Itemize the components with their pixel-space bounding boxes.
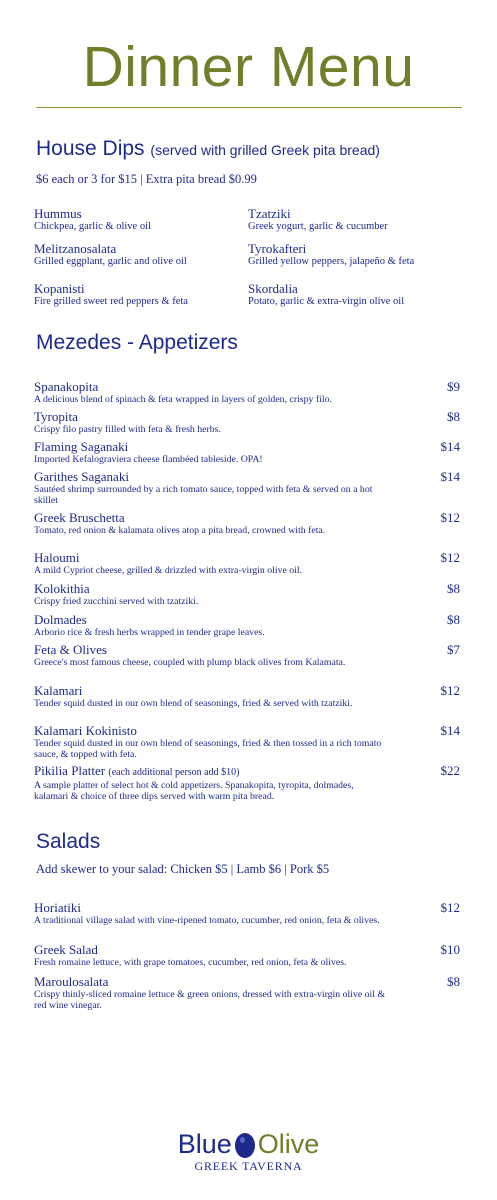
dip-desc: Chickpea, garlic & olive oil	[34, 221, 151, 232]
menu-item	[34, 510, 464, 536]
menu-item	[34, 942, 464, 968]
item-desc: A traditional village salad with vine-ripened tomato, cucumber, red onion, feta & olives.	[34, 915, 380, 926]
logo-word-blue: Blue	[177, 1129, 232, 1159]
item-name: Garithes Saganaki	[34, 469, 129, 484]
item-price: $10	[440, 942, 460, 957]
logo	[0, 1127, 497, 1174]
menu-item	[34, 550, 464, 576]
menu-item	[34, 974, 464, 1011]
item-desc: Greece's most famous cheese, coupled with plump black olives from Kalamata.	[34, 657, 346, 668]
item-name: Dolmades	[34, 612, 87, 627]
item-price: $22	[440, 763, 460, 778]
item-price: $9	[447, 379, 460, 394]
dip-item	[248, 281, 458, 308]
dip-name: Kopanisti	[34, 281, 85, 296]
dip-item	[34, 206, 244, 233]
menu-item	[34, 763, 464, 802]
dip-desc: Grilled eggplant, garlic and olive oil	[34, 256, 187, 267]
dip-name: Tzatziki	[248, 206, 291, 221]
menu-item	[34, 439, 464, 465]
item-name: Kalamari	[34, 683, 83, 698]
item-price: $8	[447, 612, 460, 627]
item-desc: Crispy thinly-sliced romaine lettuce & green onions, dressed with extra-virgin olive oil & red wine vinegar.	[34, 989, 386, 1011]
item-desc: Sautéed shrimp surrounded by a rich tomato sauce, topped with feta & served on a hot skillet	[34, 484, 373, 506]
menu-item	[34, 409, 464, 435]
item-desc: Tender squid dusted in our own blend of seasonings, fried & served with tzatziki.	[34, 698, 353, 709]
item-price: $14	[440, 439, 460, 454]
item-name-row	[34, 763, 464, 780]
dip-desc: Greek yogurt, garlic & cucumber	[248, 221, 388, 232]
dip-item	[34, 241, 244, 268]
item-price: $12	[440, 510, 460, 525]
item-desc: Crispy filo pastry filled with feta & fresh herbs.	[34, 424, 221, 435]
item-name: Kalamari Kokinisto	[34, 723, 137, 738]
item-price: $8	[447, 409, 460, 424]
menu-item	[34, 723, 464, 760]
dip-desc: Potato, garlic & extra-virgin olive oil	[248, 296, 405, 307]
item-price: $12	[440, 550, 460, 565]
salads-heading: Salads	[36, 830, 101, 853]
item-desc: Tomato, red onion & kalamata olives atop a pita bread, crowned with feta.	[34, 525, 326, 536]
menu-title: Dinner Menu	[82, 35, 415, 99]
item-price: $12	[440, 683, 460, 698]
item-price: $8	[447, 581, 460, 596]
dip-name: Melitzanosalata	[34, 241, 117, 256]
menu-item	[34, 469, 464, 506]
item-desc: A mild Cypriot cheese, grilled & drizzled with extra-virgin olive oil.	[34, 565, 303, 576]
item-name: Kolokithia	[34, 581, 90, 596]
logo-word-olive: Olive	[257, 1129, 320, 1159]
logo-wordmark	[178, 1127, 320, 1161]
item-desc: Arborio rice & fresh herbs wrapped in tender grape leaves.	[34, 627, 265, 638]
item-name: Horiatiki	[34, 900, 81, 915]
title-divider	[36, 107, 462, 108]
item-desc: Fresh romaine lettuce, with grape tomatoes, cucumber, red onion, feta & olives.	[34, 957, 347, 968]
menu-item	[34, 581, 464, 607]
dip-name: Hummus	[34, 206, 82, 221]
item-price: $7	[447, 642, 460, 657]
house-dips-subtitle: (served with grilled Greek pita bread)	[150, 142, 380, 158]
dip-item	[248, 241, 458, 268]
item-price: $8	[447, 974, 460, 989]
item-name: Maroulosalata	[34, 974, 109, 989]
salad-skewer-note: Add skewer to your salad: Chicken $5 | Lamb $6 | Pork $5	[36, 862, 330, 876]
item-name: Greek Salad	[34, 942, 98, 957]
house-dips-title: House Dips	[36, 137, 145, 160]
menu-item	[34, 612, 464, 638]
item-name: Tyropita	[34, 409, 78, 424]
item-price: $14	[440, 723, 460, 738]
item-name: Flaming Saganaki	[34, 439, 129, 454]
mezedes-heading: Mezedes - Appetizers	[36, 331, 238, 354]
dip-name: Skordalia	[248, 281, 298, 296]
item-name: Feta & Olives	[34, 642, 107, 657]
menu-item	[34, 642, 464, 668]
menu-item	[34, 683, 464, 709]
item-desc: A sample platter of select hot & cold appetizers. Spanakopita, tyropita, dolmades, kalamari & choice of three dips served with warm pita bread.	[34, 780, 354, 802]
item-desc: Crispy fried zucchini served with tzatziki.	[34, 596, 199, 607]
item-name: Haloumi	[34, 550, 80, 565]
dip-name: Tyrokafteri	[248, 241, 307, 256]
item-name: Spanakopita	[34, 379, 99, 394]
logo-subtitle: GREEK TAVERNA	[194, 1159, 303, 1173]
item-desc: Imported Kefalograviera cheese flambéed tableside. OPA!	[34, 454, 263, 465]
item-name: Pikilia Platter	[34, 763, 106, 778]
item-desc: Tender squid dusted in our own blend of seasonings, fried & then tossed in a rich tomato sauce, & topped with feta.	[34, 738, 382, 760]
dip-item	[248, 206, 458, 233]
house-dips-pricing: $6 each or 3 for $15 | Extra pita bread $0.99	[36, 172, 257, 186]
item-name: Greek Bruschetta	[34, 510, 125, 525]
dip-desc: Fire grilled sweet red peppers & feta	[34, 296, 188, 307]
house-dips-heading	[36, 137, 380, 161]
item-desc: A delicious blend of spinach & feta wrapped in layers of golden, crispy filo.	[34, 394, 332, 405]
menu-item	[34, 900, 464, 926]
dip-item	[34, 281, 244, 308]
item-price: $12	[440, 900, 460, 915]
dip-desc: Grilled yellow peppers, jalapeño & feta	[248, 256, 415, 267]
item-price: $14	[440, 469, 460, 484]
menu-item	[34, 379, 464, 405]
olive-icon	[235, 1133, 255, 1158]
item-extra-note: (each additional person add $10)	[108, 767, 240, 778]
